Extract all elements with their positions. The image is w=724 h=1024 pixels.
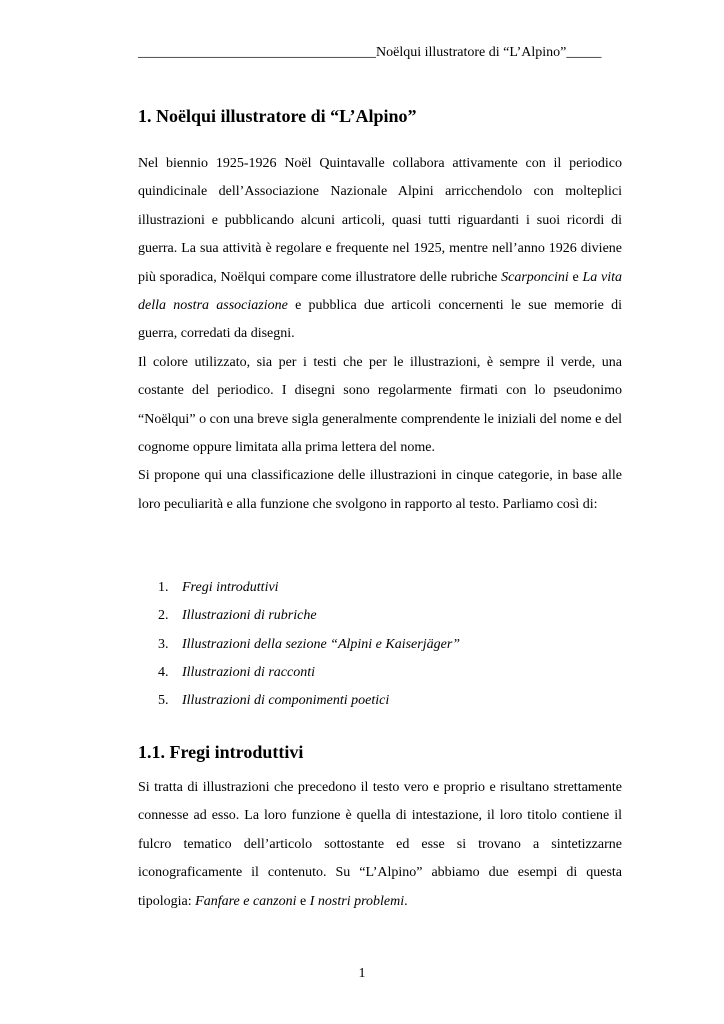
paragraph-2: Il colore utilizzato, sia per i testi che per le illustrazioni, è sempre il verde, una costante del periodico. I disegni sono regolarmente firmati con lo pseudonimo “Noëlqui” o con una breve sigla generalmente comprendente le iniziali del nome e del cognome oppure limitata alla prima lettera del nome. xyxy=(138,354,622,456)
list-item-label: Illustrazioni di componimenti poetici xyxy=(182,693,390,709)
illustration-title-problemi: I nostri problemi xyxy=(309,893,405,909)
list-item xyxy=(158,631,460,659)
list-item-number: 5. xyxy=(158,693,169,709)
list-item-number: 3. xyxy=(158,636,169,652)
illustration-title-fanfare: Fanfare e canzoni xyxy=(195,893,297,909)
section-heading-1-1: 1.1. Fregi introduttivi xyxy=(138,742,304,762)
paragraph-4 xyxy=(138,774,622,916)
paragraph-1-text-b: e xyxy=(568,269,583,285)
list-item xyxy=(158,574,460,602)
paragraph-4-text-b: e xyxy=(296,893,310,909)
category-list xyxy=(158,574,460,715)
paragraph-4-text-a: Si tratta di illustrazioni che precedono il testo vero e proprio e risultano strettamente connesse ad esso. La loro funzione è quella di intestazione, il loro titolo contiene il fulcro tematico dell’articolo sottostante ed esse si trovano a sintetizzarne iconograficamente il contenuto. Su “L’Alpino” abbiamo due esempi di questa tipologia: xyxy=(138,780,622,909)
paragraph-3: Si propone qui una classificazione delle illustrazioni in cinque categorie, in base alle loro peculiarità e alla funzione che svolgono in rapporto al testo. Parliamo così di: xyxy=(138,468,622,512)
list-item-number: 1. xyxy=(158,580,169,595)
list-item xyxy=(158,602,460,630)
paragraph-4-text-c: . xyxy=(404,893,408,909)
list-item-label: Fregi introduttivi xyxy=(182,580,279,595)
paragraph-1-text-c: e pubblica due articoli concernenti le sue memorie di guerra, corredati da disegni. xyxy=(138,298,622,342)
section-1-1-body xyxy=(138,774,622,916)
list-item-label: Illustrazioni di racconti xyxy=(182,664,315,680)
list-item-number: 4. xyxy=(158,664,169,680)
list-item xyxy=(158,659,460,687)
list-item-label: Illustrazioni della sezione “Alpini e Kaiserjäger” xyxy=(182,636,461,652)
section-1-body xyxy=(138,150,622,519)
rubric-title-scarponcini: Scarponcini xyxy=(501,269,569,285)
paragraph-1-text-a: Nel biennio 1925-1926 Noël Quintavalle collabora attivamente con il periodico quindicinale dell’Associazione Nazionale Alpini arricchendolo con molteplici illustrazioni e pubblicando alcuni articoli, quasi tutti riguardanti i suoi ricordi di guerra. La sua attività è regolare e frequente nel 1925, mentre nell’anno 1926 diviene più sporadica, Noëlqui compare come illustratore delle rubriche xyxy=(138,156,622,285)
section-heading-1: 1. Noëlqui illustratore di “L’Alpino” xyxy=(138,106,417,126)
list-item xyxy=(158,687,460,715)
paragraph-1 xyxy=(138,150,622,349)
page-number: 1 xyxy=(358,966,366,981)
rubric-title-vita-associazione: La vita della nostra associazione xyxy=(138,269,622,314)
running-header: __________________________________Noëlqui illustratore di “L’Alpino”_____ xyxy=(138,45,602,60)
list-item-label: Illustrazioni di rubriche xyxy=(182,608,317,624)
list-item-number: 2. xyxy=(158,608,169,624)
